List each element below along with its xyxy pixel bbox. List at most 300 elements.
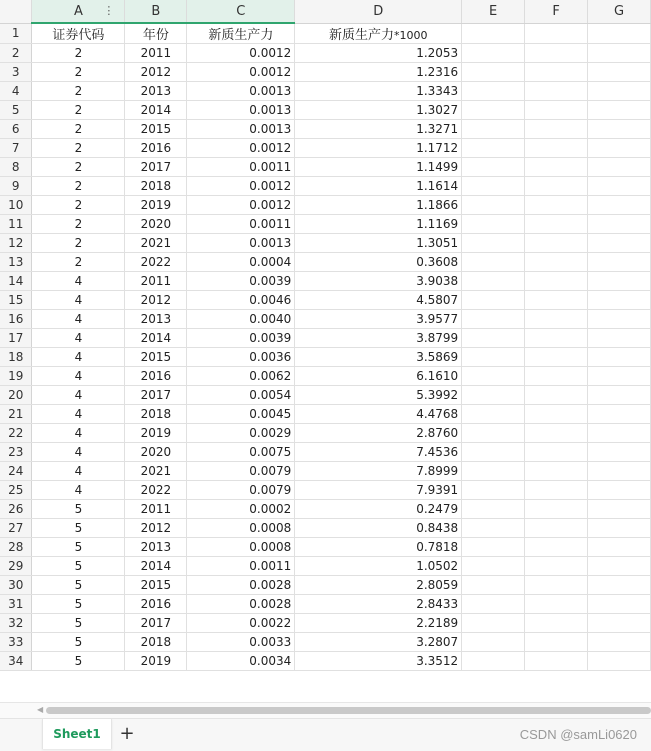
cell-b[interactable]: 2016 — [125, 595, 187, 614]
cell-b[interactable]: 2011 — [125, 44, 187, 63]
cell-d[interactable]: 0.2479 — [295, 500, 462, 519]
cell-a[interactable]: 2 — [32, 158, 125, 177]
cell-g[interactable] — [588, 196, 651, 215]
row-header[interactable]: 15 — [0, 291, 32, 310]
cell-g[interactable] — [588, 519, 651, 538]
row-header[interactable]: 7 — [0, 139, 32, 158]
table-row — [0, 82, 651, 101]
cell-d[interactable]: 3.3512 — [295, 652, 462, 671]
cell-g[interactable] — [588, 215, 651, 234]
cell-d[interactable]: 3.9577 — [295, 310, 462, 329]
table-row — [0, 291, 651, 310]
cell-d[interactable]: 0.3608 — [295, 253, 462, 272]
cell-b[interactable]: 2019 — [125, 424, 187, 443]
cell-e[interactable] — [462, 234, 525, 253]
cell-e[interactable] — [462, 557, 525, 576]
column-header-c[interactable] — [187, 0, 295, 23]
cell-d[interactable]: 1.1499 — [295, 158, 462, 177]
row-header[interactable]: 33 — [0, 633, 32, 652]
cell-b[interactable]: 年份 — [125, 23, 187, 44]
cell-f[interactable] — [525, 443, 588, 462]
cell-c[interactable]: 0.0008 — [187, 519, 295, 538]
cell-e[interactable] — [462, 310, 525, 329]
column-header-row — [0, 0, 651, 23]
cell-e[interactable] — [462, 215, 525, 234]
cell-d[interactable]: 1.2053 — [295, 44, 462, 63]
cell-g[interactable] — [588, 139, 651, 158]
cell-b[interactable]: 2014 — [125, 557, 187, 576]
cell-e[interactable] — [462, 386, 525, 405]
cell-b[interactable]: 2013 — [125, 538, 187, 557]
cell-d[interactable]: 7.8999 — [295, 462, 462, 481]
cell-a[interactable]: 2 — [32, 234, 125, 253]
watermark: CSDN @samLi0620 — [519, 727, 637, 742]
row-header[interactable]: 3 — [0, 63, 32, 82]
row-header[interactable]: 5 — [0, 101, 32, 120]
row-header[interactable]: 30 — [0, 576, 32, 595]
row-header[interactable]: 12 — [0, 234, 32, 253]
cell-a[interactable]: 5 — [32, 538, 125, 557]
cell-b[interactable]: 2013 — [125, 310, 187, 329]
cell-c[interactable]: 0.0013 — [187, 234, 295, 253]
cell-a[interactable]: 4 — [32, 424, 125, 443]
cell-g[interactable] — [588, 481, 651, 500]
table-row — [0, 443, 651, 462]
cell-a[interactable]: 4 — [32, 348, 125, 367]
row-header[interactable]: 20 — [0, 386, 32, 405]
row-header[interactable]: 4 — [0, 82, 32, 101]
cell-g[interactable] — [588, 386, 651, 405]
cell-g[interactable] — [588, 253, 651, 272]
row-header[interactable]: 18 — [0, 348, 32, 367]
cell-c[interactable]: 0.0004 — [187, 253, 295, 272]
cell-f[interactable] — [525, 253, 588, 272]
row-header[interactable]: 24 — [0, 462, 32, 481]
row-header[interactable]: 1 — [0, 23, 32, 44]
cell-e[interactable] — [462, 101, 525, 120]
cell-g[interactable] — [588, 614, 651, 633]
cell-b[interactable]: 2022 — [125, 481, 187, 500]
cell-e[interactable] — [462, 44, 525, 63]
cell-g[interactable] — [588, 633, 651, 652]
cell-f[interactable] — [525, 386, 588, 405]
cell-f[interactable] — [525, 177, 588, 196]
cell-d-text: 新质生产力 — [328, 27, 394, 43]
cell-g[interactable] — [588, 595, 651, 614]
cell-g[interactable] — [588, 443, 651, 462]
cell-a[interactable]: 2 — [32, 177, 125, 196]
cell-b[interactable]: 2015 — [125, 348, 187, 367]
cell-a[interactable]: 4 — [32, 462, 125, 481]
cell-d[interactable]: 1.3343 — [295, 82, 462, 101]
cell-a[interactable]: 5 — [32, 519, 125, 538]
cell-a[interactable]: 4 — [32, 443, 125, 462]
cell-g[interactable] — [588, 82, 651, 101]
cell-d[interactable]: 3.5869 — [295, 348, 462, 367]
cell-b[interactable]: 2015 — [125, 576, 187, 595]
cell-g[interactable] — [588, 234, 651, 253]
cell-c[interactable]: 0.0011 — [187, 215, 295, 234]
column-header-label: F — [552, 3, 560, 19]
cell-f[interactable] — [525, 519, 588, 538]
row-header[interactable]: 28 — [0, 538, 32, 557]
column-header-label: E — [489, 3, 498, 19]
cell-d[interactable]: 1.3271 — [295, 120, 462, 139]
row-header[interactable]: 32 — [0, 614, 32, 633]
cell-f[interactable] — [525, 291, 588, 310]
cell-e[interactable] — [462, 367, 525, 386]
cell-g[interactable] — [588, 424, 651, 443]
cell-e[interactable] — [462, 614, 525, 633]
cell-f[interactable] — [525, 139, 588, 158]
cell-a[interactable]: 4 — [32, 291, 125, 310]
row-header[interactable]: 6 — [0, 120, 32, 139]
cell-a[interactable]: 4 — [32, 481, 125, 500]
cell-g[interactable] — [588, 272, 651, 291]
cell-b[interactable]: 2017 — [125, 158, 187, 177]
cell-e[interactable] — [462, 23, 525, 44]
cell-f[interactable] — [525, 120, 588, 139]
cell-c[interactable]: 0.0036 — [187, 348, 295, 367]
cell-e[interactable] — [462, 462, 525, 481]
cell-g[interactable] — [588, 329, 651, 348]
cell-a[interactable]: 5 — [32, 557, 125, 576]
row-header[interactable]: 31 — [0, 595, 32, 614]
cell-e[interactable] — [462, 443, 525, 462]
cell-d[interactable]: 1.1712 — [295, 139, 462, 158]
cell-c[interactable]: 0.0079 — [187, 481, 295, 500]
cell-d[interactable]: 3.2807 — [295, 633, 462, 652]
cell-b[interactable]: 2021 — [125, 234, 187, 253]
cell-c[interactable]: 0.0012 — [187, 63, 295, 82]
cell-a[interactable]: 4 — [32, 272, 125, 291]
table-row — [0, 538, 651, 557]
row-header[interactable]: 2 — [0, 44, 32, 63]
cell-e[interactable] — [462, 82, 525, 101]
cell-e[interactable] — [462, 652, 525, 671]
cell-b[interactable]: 2012 — [125, 63, 187, 82]
cell-g[interactable] — [588, 576, 651, 595]
row-header[interactable]: 8 — [0, 158, 32, 177]
row-header[interactable]: 11 — [0, 215, 32, 234]
cell-c[interactable]: 0.0012 — [187, 196, 295, 215]
cell-e[interactable] — [462, 291, 525, 310]
cell-b[interactable]: 2017 — [125, 386, 187, 405]
cell-d[interactable]: 2.8433 — [295, 595, 462, 614]
cell-c[interactable]: 0.0002 — [187, 500, 295, 519]
cell-g[interactable] — [588, 310, 651, 329]
cell-c[interactable]: 0.0022 — [187, 614, 295, 633]
cell-b[interactable]: 2015 — [125, 120, 187, 139]
cell-f[interactable] — [525, 557, 588, 576]
table-row — [0, 652, 651, 671]
sheet-tab-sheet1[interactable]: Sheet1 — [42, 719, 112, 749]
cell-c[interactable]: 0.0046 — [187, 291, 295, 310]
cell-g[interactable] — [588, 44, 651, 63]
cell-a[interactable]: 2 — [32, 82, 125, 101]
cell-a[interactable]: 2 — [32, 44, 125, 63]
row-header[interactable]: 13 — [0, 253, 32, 272]
cell-f[interactable] — [525, 652, 588, 671]
cell-c[interactable]: 0.0033 — [187, 633, 295, 652]
cell-d[interactable]: 1.3051 — [295, 234, 462, 253]
horizontal-scrollbar[interactable] — [0, 702, 651, 719]
cell-e[interactable] — [462, 576, 525, 595]
cell-a[interactable]: 证券代码 — [32, 23, 125, 44]
cell-f[interactable] — [525, 462, 588, 481]
cell-c[interactable]: 0.0062 — [187, 367, 295, 386]
row-header[interactable]: 29 — [0, 557, 32, 576]
cell-f[interactable] — [525, 63, 588, 82]
column-header-e[interactable] — [462, 0, 525, 23]
cell-d[interactable]: 6.1610 — [295, 367, 462, 386]
cell-a[interactable]: 2 — [32, 120, 125, 139]
cell-c[interactable]: 0.0045 — [187, 405, 295, 424]
cell-f[interactable] — [525, 348, 588, 367]
cell-a[interactable]: 4 — [32, 405, 125, 424]
cell-g[interactable] — [588, 538, 651, 557]
scrollbar-thumb[interactable] — [46, 707, 651, 714]
cell-d[interactable]: 1.0502 — [295, 557, 462, 576]
cell-c[interactable]: 0.0012 — [187, 139, 295, 158]
cell-c[interactable]: 0.0028 — [187, 576, 295, 595]
cell-a[interactable]: 4 — [32, 386, 125, 405]
cell-b[interactable]: 2014 — [125, 329, 187, 348]
cell-f[interactable] — [525, 234, 588, 253]
column-header-b[interactable] — [125, 0, 187, 23]
column-header-label: B — [151, 3, 161, 19]
cell-b[interactable]: 2012 — [125, 291, 187, 310]
row-header[interactable]: 17 — [0, 329, 32, 348]
cell-a[interactable]: 5 — [32, 652, 125, 671]
scroll-left-icon[interactable]: ◀ — [37, 705, 44, 714]
cell-d[interactable]: 2.8059 — [295, 576, 462, 595]
cell-g[interactable] — [588, 652, 651, 671]
cell-b[interactable]: 2013 — [125, 82, 187, 101]
cell-a[interactable]: 4 — [32, 329, 125, 348]
cell-f[interactable] — [525, 215, 588, 234]
cell-g[interactable] — [588, 63, 651, 82]
cell-d[interactable]: 1.3027 — [295, 101, 462, 120]
column-header-d[interactable] — [295, 0, 462, 23]
cell-e[interactable] — [462, 481, 525, 500]
cell-g[interactable] — [588, 557, 651, 576]
cell-b[interactable]: 2016 — [125, 367, 187, 386]
cell-c[interactable]: 0.0013 — [187, 101, 295, 120]
cell-e[interactable] — [462, 120, 525, 139]
cell-g[interactable] — [588, 23, 651, 44]
cell-b[interactable]: 2017 — [125, 614, 187, 633]
cell-f[interactable] — [525, 158, 588, 177]
row-header[interactable]: 23 — [0, 443, 32, 462]
cell-a[interactable]: 5 — [32, 576, 125, 595]
cell-c[interactable]: 0.0012 — [187, 177, 295, 196]
cell-d[interactable]: 1.1614 — [295, 177, 462, 196]
cell-e[interactable] — [462, 595, 525, 614]
cell-d[interactable]: 5.3992 — [295, 386, 462, 405]
cell-c[interactable]: 0.0013 — [187, 82, 295, 101]
cell-e[interactable] — [462, 348, 525, 367]
column-header-f[interactable] — [525, 0, 588, 23]
cell-b[interactable]: 2018 — [125, 405, 187, 424]
cell-a[interactable]: 5 — [32, 633, 125, 652]
row-header[interactable]: 21 — [0, 405, 32, 424]
cell-a[interactable]: 2 — [32, 215, 125, 234]
cell-d[interactable]: 4.4768 — [295, 405, 462, 424]
cell-f[interactable] — [525, 44, 588, 63]
cell-b[interactable]: 2022 — [125, 253, 187, 272]
cell-f[interactable] — [525, 424, 588, 443]
cell-g[interactable] — [588, 405, 651, 424]
cell-d[interactable]: 1.2316 — [295, 63, 462, 82]
cell-c[interactable]: 0.0039 — [187, 329, 295, 348]
cell-e[interactable] — [462, 633, 525, 652]
cell-f[interactable] — [525, 272, 588, 291]
cell-c[interactable]: 新质生产力 — [187, 23, 295, 44]
cell-a[interactable]: 2 — [32, 139, 125, 158]
cell-e[interactable] — [462, 196, 525, 215]
cell-d[interactable]: 2.2189 — [295, 614, 462, 633]
cell-d[interactable]: 0.7818 — [295, 538, 462, 557]
cell-f[interactable] — [525, 538, 588, 557]
cell-b[interactable]: 2019 — [125, 652, 187, 671]
cell-f[interactable] — [525, 614, 588, 633]
cell-f[interactable] — [525, 23, 588, 44]
cell-b[interactable]: 2021 — [125, 462, 187, 481]
cell-c[interactable]: 0.0028 — [187, 595, 295, 614]
cell-c[interactable]: 0.0011 — [187, 557, 295, 576]
cell-g[interactable] — [588, 367, 651, 386]
cell-e[interactable] — [462, 424, 525, 443]
cell-a[interactable]: 2 — [32, 101, 125, 120]
cell-d[interactable]: 1.1169 — [295, 215, 462, 234]
cell-a[interactable]: 2 — [32, 253, 125, 272]
cell-g[interactable] — [588, 120, 651, 139]
cell-f[interactable] — [525, 500, 588, 519]
cell-e[interactable] — [462, 158, 525, 177]
cell-e[interactable] — [462, 63, 525, 82]
cell-b[interactable]: 2018 — [125, 633, 187, 652]
row-header[interactable]: 34 — [0, 652, 32, 671]
cell-b[interactable]: 2020 — [125, 443, 187, 462]
cell-g[interactable] — [588, 500, 651, 519]
cell-a[interactable]: 5 — [32, 595, 125, 614]
cell-c[interactable]: 0.0039 — [187, 272, 295, 291]
cell-e[interactable] — [462, 405, 525, 424]
cell-f[interactable] — [525, 405, 588, 424]
cell-d[interactable]: 4.5807 — [295, 291, 462, 310]
cell-e[interactable] — [462, 139, 525, 158]
column-header-g[interactable] — [588, 0, 651, 23]
column-header-a[interactable] — [32, 0, 125, 23]
cell-b[interactable]: 2011 — [125, 272, 187, 291]
cell-a[interactable]: 2 — [32, 63, 125, 82]
row-header[interactable]: 27 — [0, 519, 32, 538]
cell-g[interactable] — [588, 348, 651, 367]
cell-c[interactable]: 0.0011 — [187, 158, 295, 177]
vertical-dots-icon[interactable]: ⋮ — [103, 4, 115, 17]
row-header[interactable]: 19 — [0, 367, 32, 386]
cell-c[interactable]: 0.0013 — [187, 120, 295, 139]
cell-e[interactable] — [462, 272, 525, 291]
cell-e[interactable] — [462, 329, 525, 348]
cell-c[interactable]: 0.0012 — [187, 44, 295, 63]
cell-a[interactable]: 4 — [32, 310, 125, 329]
cell-b[interactable]: 2014 — [125, 101, 187, 120]
cell-c[interactable]: 0.0075 — [187, 443, 295, 462]
row-header[interactable]: 9 — [0, 177, 32, 196]
cell-a[interactable]: 2 — [32, 196, 125, 215]
cell-c[interactable]: 0.0034 — [187, 652, 295, 671]
cell-d[interactable]: 1.1866 — [295, 196, 462, 215]
cell-d[interactable]: 0.8438 — [295, 519, 462, 538]
cell-b[interactable]: 2011 — [125, 500, 187, 519]
cell-d[interactable]: 2.8760 — [295, 424, 462, 443]
cell-g[interactable] — [588, 291, 651, 310]
select-all-corner[interactable] — [0, 0, 32, 23]
cell-c[interactable]: 0.0079 — [187, 462, 295, 481]
cell-b[interactable]: 2020 — [125, 215, 187, 234]
cell-f[interactable] — [525, 367, 588, 386]
cell-f[interactable] — [525, 329, 588, 348]
row-header[interactable]: 14 — [0, 272, 32, 291]
cell-e[interactable] — [462, 519, 525, 538]
cell-d[interactable]: 7.4536 — [295, 443, 462, 462]
cell-f[interactable] — [525, 101, 588, 120]
add-sheet-button[interactable]: + — [119, 723, 135, 744]
cell-f[interactable] — [525, 82, 588, 101]
row-header[interactable]: 25 — [0, 481, 32, 500]
cell-g[interactable] — [588, 462, 651, 481]
cell-f[interactable] — [525, 196, 588, 215]
cell-d[interactable] — [295, 23, 462, 44]
cell-a[interactable]: 4 — [32, 367, 125, 386]
cell-f[interactable] — [525, 481, 588, 500]
cell-d[interactable]: 7.9391 — [295, 481, 462, 500]
cell-e[interactable] — [462, 538, 525, 557]
cell-f[interactable] — [525, 633, 588, 652]
row-header[interactable]: 16 — [0, 310, 32, 329]
cell-c[interactable]: 0.0040 — [187, 310, 295, 329]
cell-c[interactable]: 0.0054 — [187, 386, 295, 405]
cell-a[interactable]: 5 — [32, 614, 125, 633]
cell-d[interactable]: 3.9038 — [295, 272, 462, 291]
cell-f[interactable] — [525, 576, 588, 595]
table-row — [0, 519, 651, 538]
table-row — [0, 196, 651, 215]
cell-g[interactable] — [588, 158, 651, 177]
cell-b[interactable]: 2018 — [125, 177, 187, 196]
row-header[interactable]: 26 — [0, 500, 32, 519]
cell-a[interactable]: 5 — [32, 500, 125, 519]
cell-d[interactable]: 3.8799 — [295, 329, 462, 348]
cell-b[interactable]: 2019 — [125, 196, 187, 215]
cell-b[interactable]: 2016 — [125, 139, 187, 158]
cell-c[interactable]: 0.0008 — [187, 538, 295, 557]
cell-g[interactable] — [588, 101, 651, 120]
table-row — [0, 139, 651, 158]
cell-f[interactable] — [525, 310, 588, 329]
cell-c[interactable]: 0.0029 — [187, 424, 295, 443]
cell-f[interactable] — [525, 595, 588, 614]
cell-e[interactable] — [462, 177, 525, 196]
cell-g[interactable] — [588, 177, 651, 196]
row-header[interactable]: 10 — [0, 196, 32, 215]
cell-b[interactable]: 2012 — [125, 519, 187, 538]
cell-e[interactable] — [462, 253, 525, 272]
cell-e[interactable] — [462, 500, 525, 519]
row-header[interactable]: 22 — [0, 424, 32, 443]
